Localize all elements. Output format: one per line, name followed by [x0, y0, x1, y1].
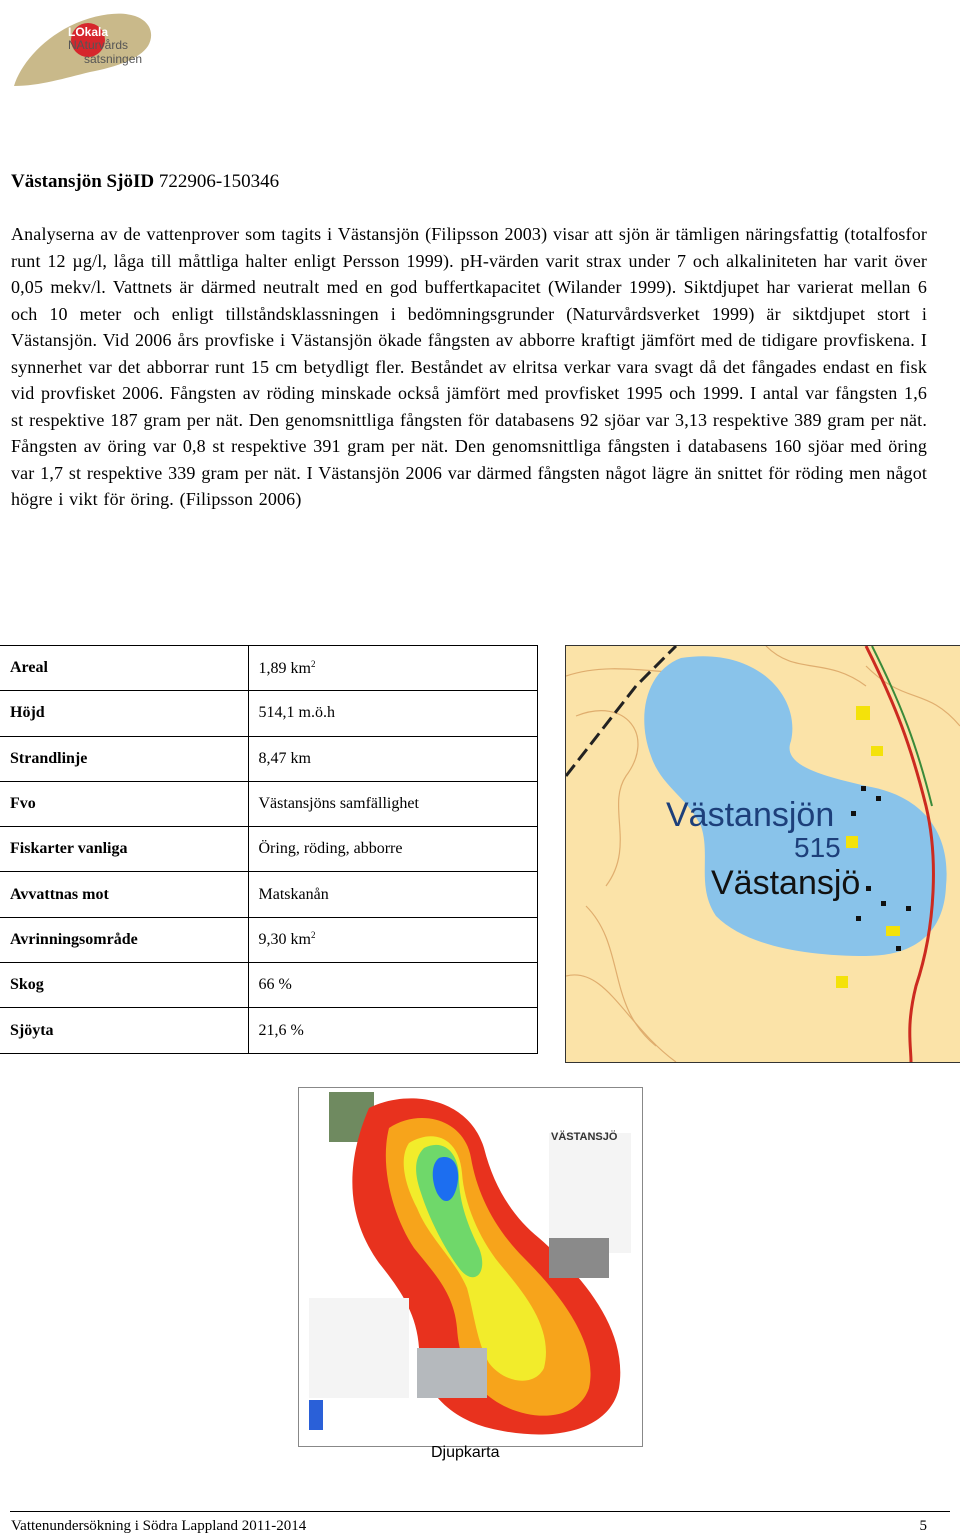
fact-value-text: 514,1 m.ö.h: [258, 704, 335, 722]
footer-text: Vattenundersökning i Södra Lappland 2011-2014: [11, 1518, 307, 1534]
page-title: [11, 170, 279, 194]
facts-table: [0, 645, 538, 1054]
facts-row: [0, 872, 538, 917]
lona-logo: [10, 6, 160, 92]
map-image: [566, 646, 960, 1062]
facts-row: [0, 691, 538, 736]
fact-label: Höjd: [0, 691, 248, 736]
logo-line3: satsningen: [84, 52, 143, 66]
fact-value-superscript: 2: [310, 930, 316, 941]
fact-value-text: Matskanån: [258, 885, 329, 903]
logo-line1: LOkala: [68, 25, 109, 39]
fact-value: [248, 872, 538, 917]
map-lake-label-2: Västansjö: [711, 864, 861, 902]
facts-row: [0, 646, 538, 691]
footer-divider: [10, 1511, 950, 1512]
fact-value-text: 21,6 %: [258, 1021, 304, 1039]
fact-value-text: 66 %: [258, 976, 292, 994]
depth-map: [298, 1087, 643, 1447]
fact-value: [248, 781, 538, 826]
page-number: 5: [919, 1518, 927, 1534]
facts-row: [0, 781, 538, 826]
lake-name: Västansjön SjöID: [11, 171, 155, 192]
lake-id: 722906-150346: [158, 171, 280, 192]
logo-line2: NAturvårds: [68, 38, 129, 52]
fact-label: Avvattnas mot: [0, 872, 248, 917]
fact-value-text: Västansjöns samfällighet: [258, 795, 419, 813]
description-paragraph: Analyserna av de vattenprover som tagits i Västansjön (Filipsson 2003) visar att sjön är tämligen näringsfattig (totalfosfor runt 12 µg/l, låga till måttliga halter enligt Persson 1999). pH-värden varit strax under 7 och alkaliniteten har varit över 0,05 mekv/l. Vattnets är därmed neutralt med en god buffertkapacitet (Wilander 1999). Siktdjupet har varierat mellan 6 och 10 meter och enligt tillståndsklassningen i bedömningsgrunder (Naturvårdsverket 1999) är siktdjupet stort i Västansjön. Vid 2006 års provfiske i Västansjön ökade fångsten av abborre kraftigt jämfört med de tidigare provfiskena. I synnerhet var det abborrar runt 15 cm betydligt fler. Beståndet av elritsa verkar vara svagt då det fångades endast en fisk vid provfisket 2006. Fångsten av röding minskade också jämfört med provfisket 1995 och 1999. I antal var fångsten 1,6 st respektive 187 gram per nät. Den genomsnittliga fångsten för databasens 92 sjöar var 3,13 respektive 389 gram per nät. Fångsten av öring var 0,8 st respektive 391 gram per nät. Den genomsnittliga fångsten i databasens 160 sjöar med öring var 1,7 st respektive 339 gram per nät. I Västansjön 2006 var därmed fångsten något lägre än snittet för röding men något högre i vikt för öring. (Filipsson 2006): [11, 224, 927, 509]
fact-label: Sjöyta: [0, 1008, 248, 1053]
fact-value-text: 9,30 km: [258, 931, 311, 949]
topographic-map: [565, 645, 960, 1063]
fact-value-text: Öring, röding, abborre: [258, 840, 403, 858]
fact-label: Fiskarter vanliga: [0, 827, 248, 872]
fact-value: [248, 691, 538, 736]
fact-value: [248, 1008, 538, 1053]
depth-map-caption: Djupkarta: [431, 1444, 500, 1461]
fact-value-text: 8,47 km: [258, 749, 311, 767]
map-elevation: 515: [794, 832, 841, 863]
fact-label: Fvo: [0, 781, 248, 826]
fact-label: Avrinningsområde: [0, 917, 248, 962]
facts-row: [0, 736, 538, 781]
depth-map-title: VÄSTANSJÖ: [551, 1131, 618, 1143]
fact-value-text: 1,89 km: [258, 659, 311, 677]
facts-row: [0, 1008, 538, 1053]
fact-value: [248, 646, 538, 691]
fact-label: Skog: [0, 963, 248, 1008]
facts-row: [0, 827, 538, 872]
fact-value: [248, 736, 538, 781]
fact-value: [248, 827, 538, 872]
map-lake-label: Västansjön: [666, 796, 835, 834]
fact-value: [248, 917, 538, 962]
fact-label: Areal: [0, 646, 248, 691]
facts-row: [0, 917, 538, 962]
facts-row: [0, 963, 538, 1008]
fact-value-superscript: 2: [310, 658, 316, 669]
fact-label: Strandlinje: [0, 736, 248, 781]
fact-value: [248, 963, 538, 1008]
